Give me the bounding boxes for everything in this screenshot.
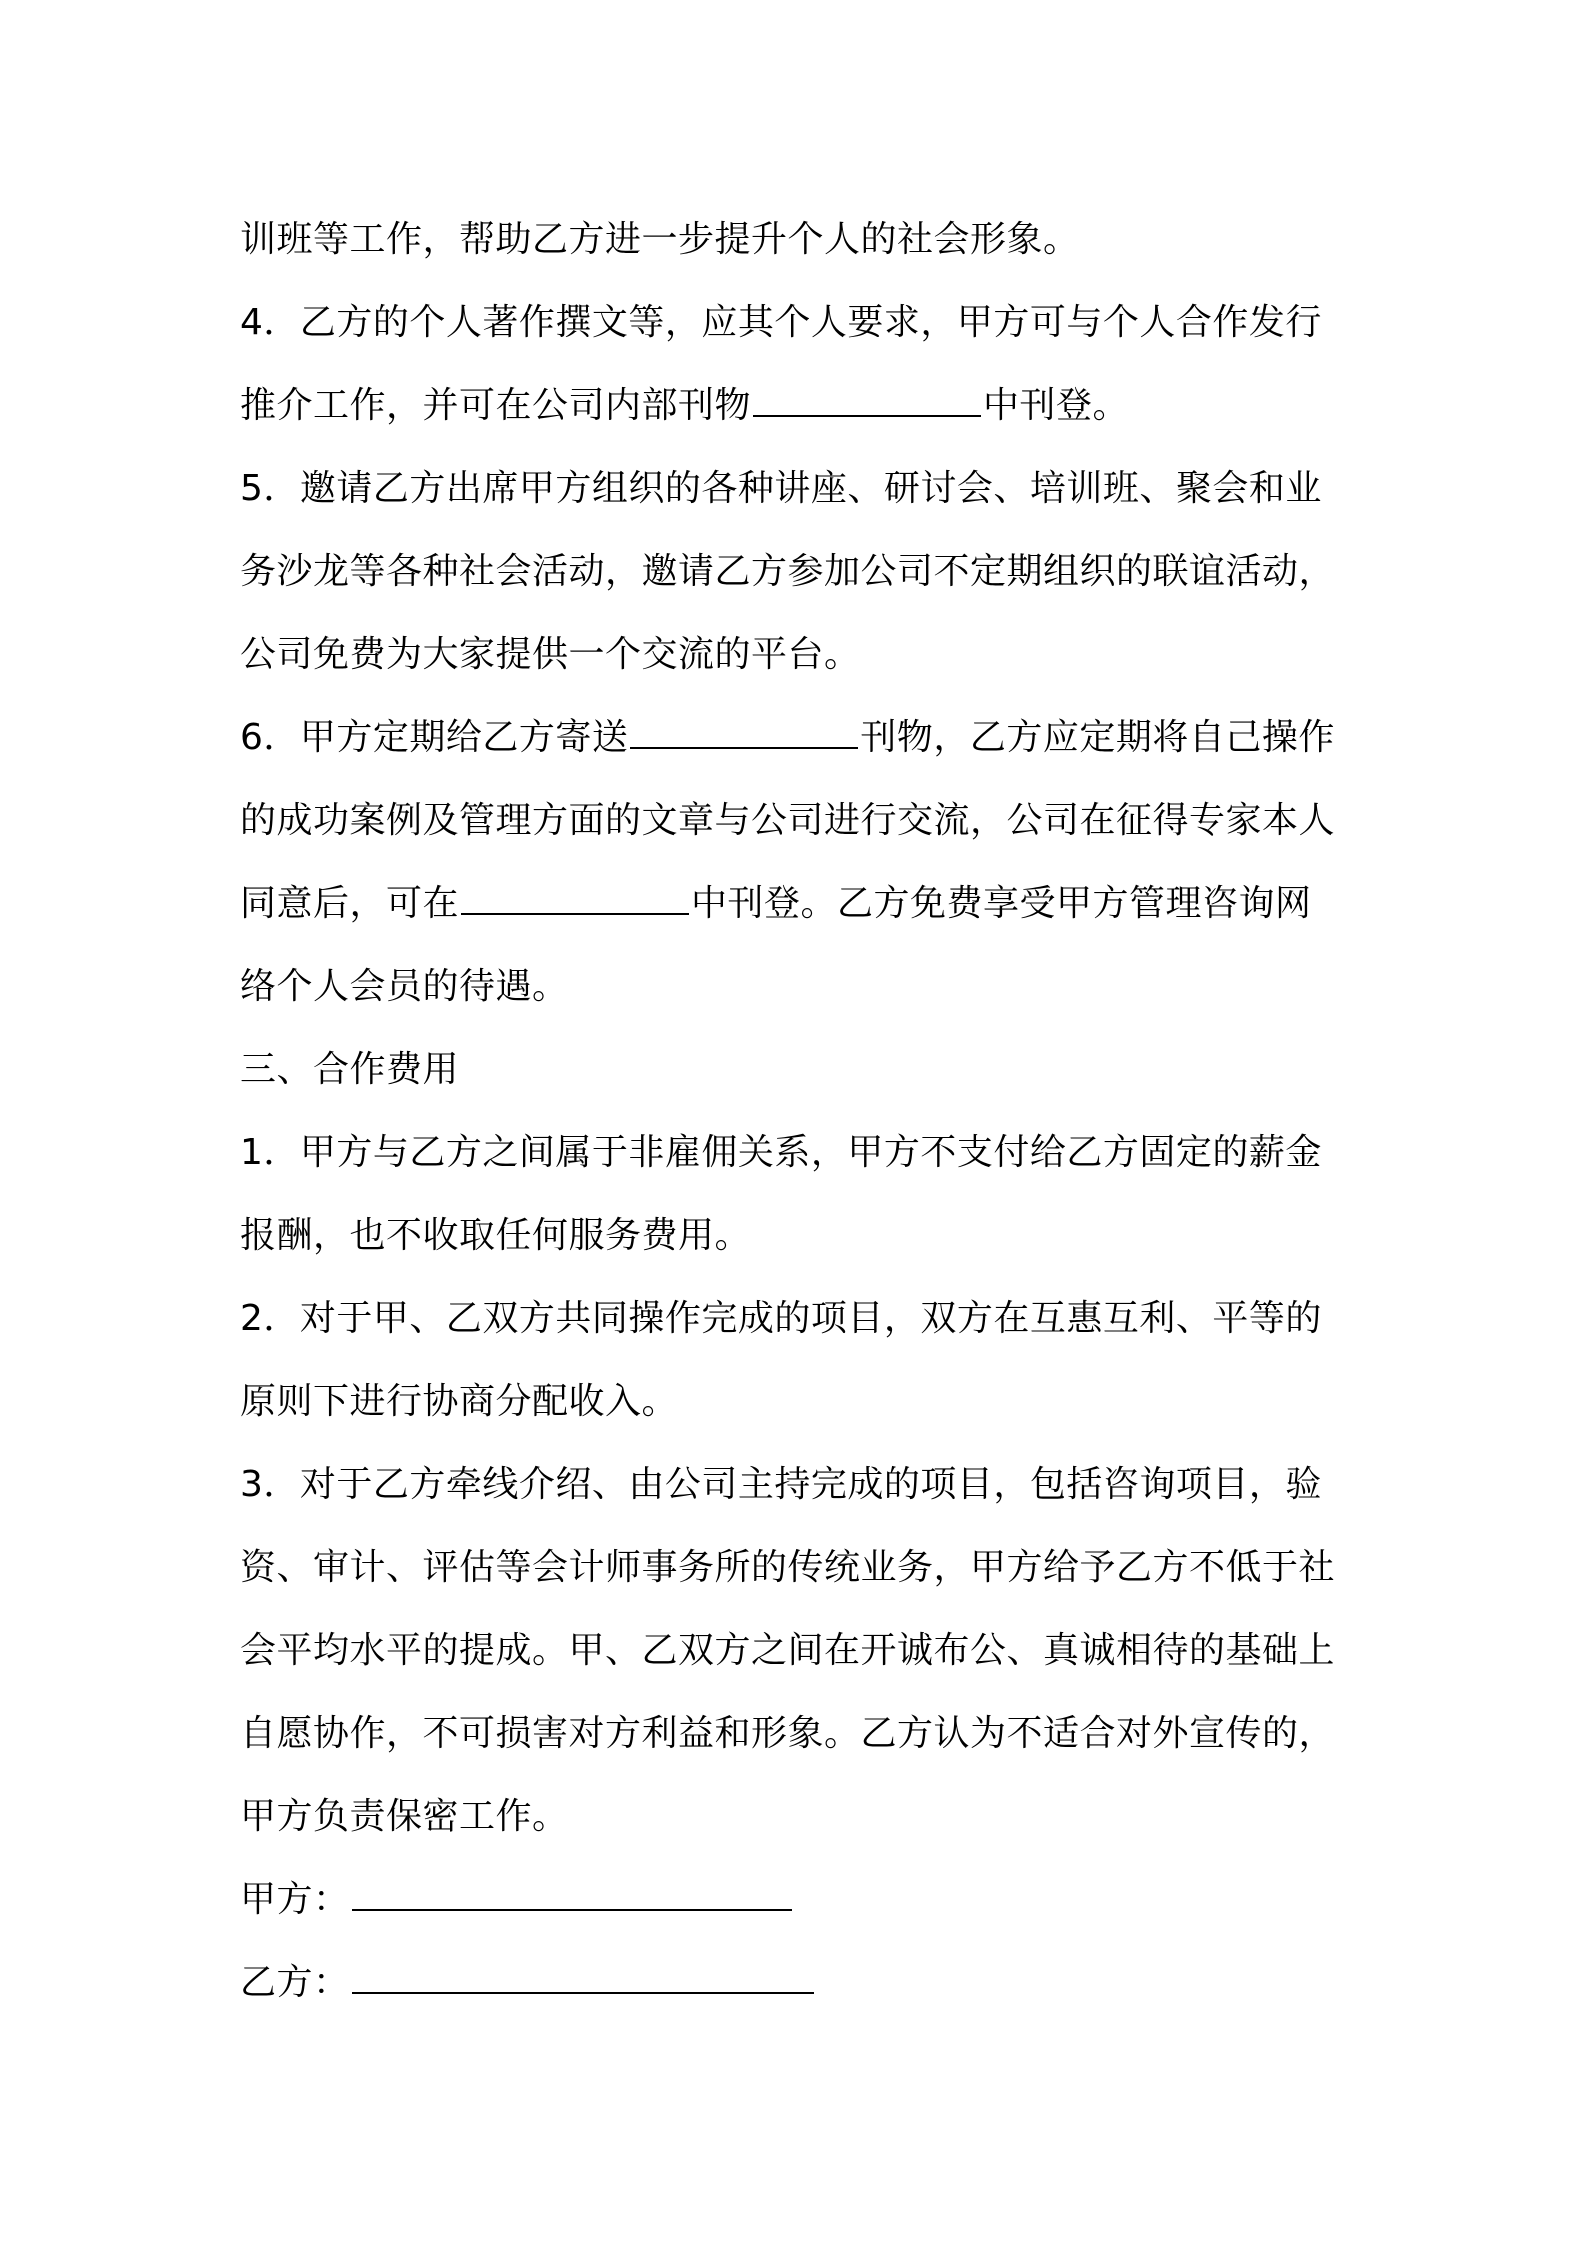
fill-in-blank[interactable]: [461, 879, 689, 915]
text-segment: 6．甲方定期给乙方寄送: [240, 717, 629, 758]
party-a-signature-blank[interactable]: [352, 1875, 792, 1911]
text-segment: 中刊登。: [983, 385, 1130, 426]
text-line: 1．甲方与乙方之间属于非雇佣关系，甲方不支付给乙方固定的薪金: [240, 1132, 1322, 1173]
document-body: [240, 198, 1365, 2024]
text-line: 甲方负责保密工作。: [240, 1796, 569, 1837]
text-line: 报酬，也不收取任何服务费用。: [240, 1215, 752, 1256]
text-segment: 推介工作，并可在公司内部刊物: [240, 385, 752, 426]
text-segment: 刊物，乙方应定期将自己操作: [860, 717, 1335, 758]
text-line: 自愿协作，不可损害对方利益和形象。乙方认为不适合对外宣传的，: [240, 1713, 1336, 1754]
text-line: 的成功案例及管理方面的文章与公司进行交流，公司在征得专家本人: [240, 800, 1336, 841]
text-line-with-blank: [240, 696, 1365, 779]
signature-line-party-b: [240, 1941, 1365, 2024]
text-line: 务沙龙等各种社会活动，邀请乙方参加公司不定期组织的联谊活动，: [240, 551, 1336, 592]
text-line: 公司免费为大家提供一个交流的平台。: [240, 634, 861, 675]
text-line: 训班等工作，帮助乙方进一步提升个人的社会形象。: [240, 219, 1080, 260]
text-line: 资、审计、评估等会计师事务所的传统业务，甲方给予乙方不低于社: [240, 1547, 1336, 1588]
section-heading: 三、合作费用: [240, 1049, 460, 1090]
text-segment: 中刊登。乙方免费享受甲方管理咨询网: [691, 883, 1312, 924]
party-a-label: 甲方：: [240, 1879, 350, 1920]
text-line: 2．对于甲、乙双方共同操作完成的项目，双方在互惠互利、平等的: [240, 1298, 1322, 1339]
text-line: 5．邀请乙方出席甲方组织的各种讲座、研讨会、培训班、聚会和业: [240, 468, 1322, 509]
text-line: 4．乙方的个人著作撰文等，应其个人要求，甲方可与个人合作发行: [240, 302, 1322, 343]
text-line: 络个人会员的待遇。: [240, 966, 569, 1007]
text-line: 原则下进行协商分配收入。: [240, 1381, 679, 1422]
signature-line-party-a: [240, 1858, 1365, 1941]
text-line: 3．对于乙方牵线介绍、由公司主持完成的项目，包括咨询项目，验: [240, 1464, 1322, 1505]
text-line-with-blank: [240, 862, 1365, 945]
text-line-with-blank: [240, 364, 1365, 447]
text-line: 会平均水平的提成。甲、乙双方之间在开诚布公、真诚相待的基础上: [240, 1630, 1336, 1671]
text-segment: 同意后，可在: [240, 883, 460, 924]
fill-in-blank[interactable]: [753, 381, 981, 417]
party-b-signature-blank[interactable]: [352, 1958, 814, 1994]
party-b-label: 乙方：: [240, 1962, 350, 2003]
fill-in-blank[interactable]: [630, 713, 858, 749]
